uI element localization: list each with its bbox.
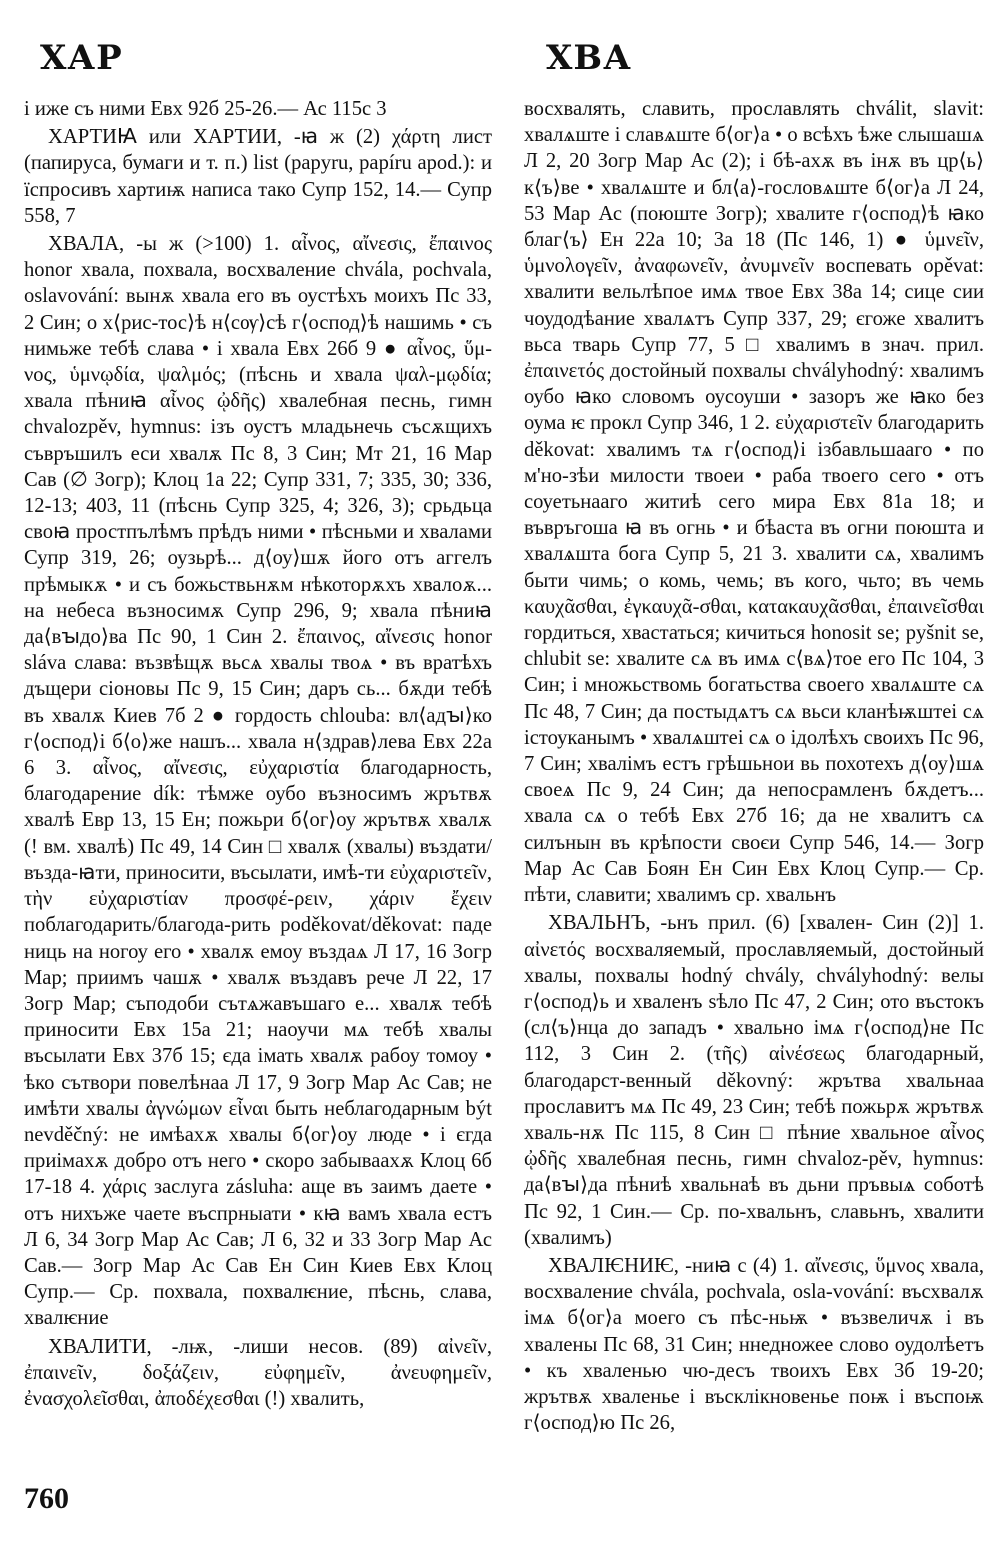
entry-khvaliti: ХВАЛИТИ, -лѭ, -лиши несов. (89) αἰνεῖν, ἐπαινεῖν, δοξάζειν, εὐφημεῖν, ἀνευφημεῖν, ἐνασχολεῖσθαι, ἀποδέχεσθαι (!) хвалить, [24, 1335, 492, 1410]
running-head-right: ХВА [546, 38, 632, 78]
entry-khartiya: ХАРТИꙖ или ХАРТИИ, -ꙗ ж (2) χάρτη лист (папируса, бумаги и т. п.) list (papyru, papíru apod.): и їспросивъ хартиѭ написа тако Супр 152, 14.— Супр 558, 7 [24, 126, 492, 227]
left-column [24, 96, 492, 1471]
continuation-text: і иже съ ними Евх 92б 25-26.— Ас 115с 3 [24, 98, 387, 120]
running-head-left: ХАР [40, 38, 123, 78]
page-number: 760 [24, 1482, 69, 1515]
entry-khvalnu: ХВАЛЬНЪ, -ьнъ прил. (6) [хвален- Син (2)] 1. αἰνετός восхваляемый, прославляемый, достойный хвалы, похвалы hodný chvály, chvályhodný: велы г⟨оспод⟩ь и хваленъ ѕѣло Пс 47, 2 Син; ото въстокъ (сл⟨ъ⟩нца до западъ • хвально імѧ г⟨оспод⟩не Пс 112, 3 Син 2. (τῆς) αἰνέσεως благодарный, благодарст-венный děkovný: жрътва хвальнаа прославитъ мѧ Пс 49, 23 Син; тебѣ пожьрѫ жрътвѫ хваль-нѫ Пс 115, 8 Син □ пѣние хвальное αἶνος ᾠδῆς хвалебная песнь, гимн chvaloz-pěv, hymnus: да⟨вꙑ⟩да пѣниѣ хвальнаѣ въ дьни пръвыѧ соботѣ Пс 92, 1 Син.— Ср. по-хвальнъ, славьнъ, хвалити (хвалимъ) [524, 912, 984, 1249]
entry-khvala: ХВАЛА, -ы ж (>100) 1. αἶνος, αἴνεσις, ἔπαινος honor хвала, похвала, восхваление chvála, pochvala, oslavování: вынѫ хвала его въ оустѣхъ моихъ Пс 33, 2 Син; о х⟨рис-тос⟩ѣ н⟨сѹ⟩сѣ г⟨оспод⟩ѣ нашимь • съ нимьже тебѣ слава • і хвала Евх 26б 9 ● αἶνος, ὕμ-νος, ὑμνῳδία, ψαλμός; (пѣснь и хвала ψαλ-μῳδία; хвала пѣниꙗ αἶνος ᾠδῆς) хвалебная песнь, гимн chvalozpěv, hymnus: ізъ оустъ младьнечь съсѫщихъ съвръшилъ еси хвалѫ Пс 8, 3 Син; Мт 21, 16 Мар Сав (∅ Зогр); Клоц 1а 22; Супр 331, 7; 335, 30; 336, 12-13; 403, 11 (пѣснь Супр 325, 4; 326, 3); срьдьца своꙗ простпълѣмъ прѣдъ ними • пѣсньми и хвалами Супр 319, 26; оузьрѣ... д⟨оу⟩шѫ його отъ аггелъ прѣмыкѫ • и съ божьствьнѫм нѣкоторѫхъ хвалоѫ... на небеса възносимѫ Супр 296, 9; хвала пѣниꙗ да⟨вꙑдо⟩ва Пс 90, 1 Син 2. ἔπαινος, αἴνεσις honor sláva слава: възвѣщѫ вьсѧ хвалы твоѧ • въ вратѣхъ дъщери сіоновы Пс 9, 15 Син; даръ сь... бѫди тебѣ въ хвалѫ Киев 7б 2 ● гордость chlouba: вл⟨адꙑ⟩ко г⟨оспод⟩і б⟨о⟩же нашъ... хвала н⟨здрав⟩лева Евх 22а 6 3. αἶνος, αἴνεσις, εὐχαριστία благодарность, благодарение dík: тѣмже оубо възносимъ жрътвѫ хвалѣ Евр 13, 15 Ен; пожьри б⟨ог⟩оу жрътвѫ хвалѫ (! вм. хвалѣ) Пс 49, 14 Син □ хвалѫ (хвалы) въздати/възда-ꙗти, приносити, въсылати, имѣ-ти εὐχαριστεῖν, τὴν εὐχαριστίαν προσφέ-ρειν, χάριν ἔχειν поблагодарить/благода-рить poděkovat/děkovat: паде ниць на ногоу его • хвалѫ емоу въздаѧ Л 17, 16 Зогр Мар; приимъ чашѫ • хвалѫ въздавъ рече Л 22, 17 Зогр Мар; съподоби сътѧжавъшаго е... хвалѫ тебѣ приносити Евх 15а 21; наоучи мѧ тебѣ хвалы въсылати Евх 37б 15; єда імать хвалѫ рабоу томоу • ѣко сътвори повелѣнаа Л 17, 9 Зогр Мар Ас Сав; не имѣти хвалы ἀγνώμων εἶναι быть неблагодарным být nevděčný: не имѣахѫ хвалы б⟨ог⟩оу люде • і єгда приімахѫ добро отъ него • скоро забываахѫ Клоц 6б 17-18 4. χάρις заслуга zásluha: аще въ заимъ даете • отъ нихъже чаете въспрныати • кꙗ вамъ хвала естъ Л 6, 34 Зогр Мар Ас Сав; Л 6, 32 и 33 Зогр Мар Ас Сав.— Зогр Мар Ас Сав Ен Син Киев Евх Клоц Супр.— Ср. похвала, похвалѥние, пѣснь, слава, хвалѥние [24, 233, 492, 1330]
entry-khvaliti-continued: восхвалять, славить, прославлять chválit, slavit: хвалѧште і славѧште б⟨ог⟩а • о всѣхъ ѣже слышашѧ Л 2, 20 Зогр Мар Ас (2); і бѣ-ахѫ въ інѫ въ цр⟨ь⟩к⟨ъ⟩ве • хвалѧште и бл⟨а⟩-гословѧште б⟨ог⟩а Л 24, 53 Мар Ас (поюште Зогр); хвалите г⟨оспод⟩ѣ ꙗко благ⟨ъ⟩ Ен 22а 10; 3а 18 (Пс 146, 1) ● ὑμνεῖν, ὑμνολογεῖν, ἀναφωνεῖν, ἀνυμνεῖν воспевать opěvat: хвалити вельлѣпое имѧ твое Евх 38а 14; сице сии чоудодѣание хвалѧтъ Супр 337, 29; єгоже хвалитъ вьса тварь Супр 77, 5 □ хвалимъ в знач. прил. ἐπαινετός достойный похвалы chvályhodný: хвалимъ оубо ꙗко словомъ оусоуши • зазоръ же ꙗко без оума ѥ прокл Супр 346, 1 2. εὐχαριστεῖν благодарить děkovat: хвалимъ тѧ г⟨оспод⟩і ізбавльшааго • по м'но-зѣи милости твоеи • раба твоего сего • отъ соуетьнааго житиѣ сего мира Евх 81а 18; и въвръгоша ꙗ въ огнь • и бѣаста въ огни поюшта и хвалѧшта бога Супр 5, 21 3. хвалити сѧ, хвалимъ быти чимь; о комь, чемь; въ кого, чьто; въ чемь καυχᾶσθαι, ἐγκαυχᾶ-σθαι, κατακαυχᾶσθαι, ἐπαινεῖσθαι гордиться, хвастаться; кичиться honosit se; pyšnit se, chlubit se: хвалите сѧ въ имѧ с⟨вѧ⟩тое его Пс 104, 3 Син; і множьствомь богатьства своего хвалѧште сѧ Пс 48, 7 Син; да постыдѧтъ сѧ вьси кланѣѭштеі сѧ істоуканымъ • хвалѧштеі сѧ о ідолѣхъ своихъ Пс 96, 7 Син; хвалімъ естъ грѣшьнои вь похотехъ д⟨оу⟩шѧ своеѧ Пс 9, 24 Син; да непосрамленъ бѫдетъ... хвала сѧ о тебѣ Евх 27б 16; да не хвалитъ сѧ силънын въ крѣпости своєи Супр 546, 14.— Зогр Мар Ас Сав Боян Ен Син Евх Клоц Супр.— Ср. пѣти, славити; хвалимъ ср. хвальнъ [524, 98, 984, 907]
right-column [524, 96, 984, 1471]
entry-khvalenie: ХВАЛѤНИѤ, -ниꙗ с (4) 1. αἴνεσις, ὕμνος хвала, восхваление chvála, pochvala, osla-vování: въсхвалѫ імѧ б⟨ог⟩а моего съ пѣс-ньѭ • възвеличѫ і въ хвалены Пс 68, 31 Син; ннедножее слово оудолѣетъ • къ хваленью чю-десъ твоихъ Евх 3б 19-20; жрътвѫ хваленье і въсклікновенье поѭ і въспоѭ г⟨оспод⟩ю Пс 26, [524, 1254, 984, 1435]
